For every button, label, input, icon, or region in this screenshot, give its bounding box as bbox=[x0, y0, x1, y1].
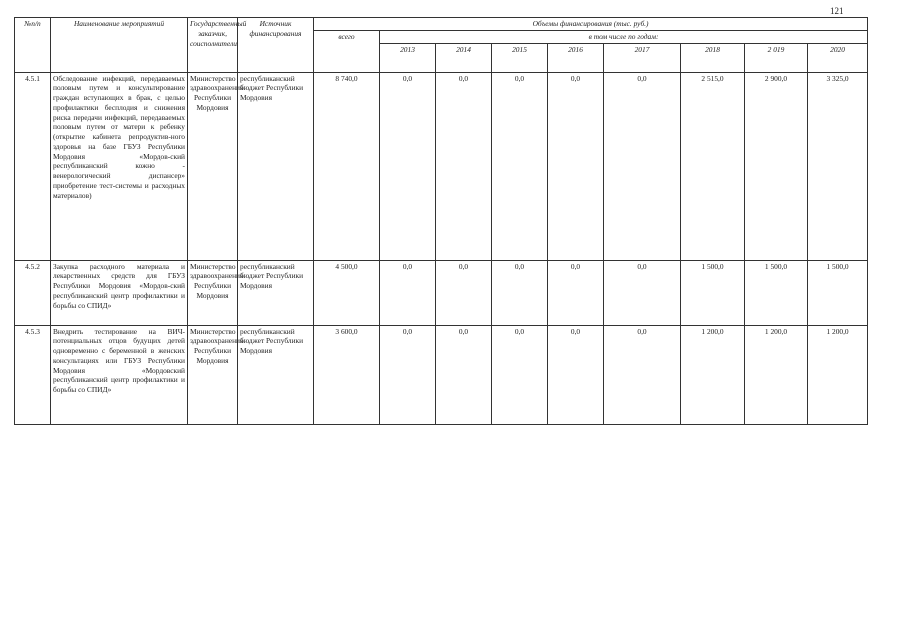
row-name: Закупка расходного материала и лекарственных средств для ГБУЗ Республики Мордовия «Мордов-ский республиканский центр профилактики и борьбы со СПИД» bbox=[51, 260, 188, 325]
row-year-value: 2 900,0 bbox=[745, 72, 808, 260]
row-year-value: 0,0 bbox=[492, 325, 548, 424]
row-year-value: 1 200,0 bbox=[808, 325, 868, 424]
page-number: 121 bbox=[830, 6, 844, 16]
row-total: 4 500,0 bbox=[314, 260, 380, 325]
header-by-year: в том числе по годам: bbox=[380, 30, 868, 43]
row-source: республиканский бюджет Республики Мордовия bbox=[238, 325, 314, 424]
row-year-value: 0,0 bbox=[492, 260, 548, 325]
row-num: 4.5.1 bbox=[15, 72, 51, 260]
row-year-value: 0,0 bbox=[492, 72, 548, 260]
table-row bbox=[15, 325, 868, 424]
row-year-value: 0,0 bbox=[380, 325, 436, 424]
header-row-1 bbox=[15, 18, 868, 31]
row-year-value: 0,0 bbox=[380, 260, 436, 325]
row-name: Обследование инфекций, передаваемых половым путем и консультирование граждан вступающих в брак, с целью профилактики бесплодия и снижения риска передачи инфекций, передаваемых половым путем от матери к ребенку (открытие кабинета репродуктив-ного здоровья на базе ГБУЗ Республики Мордовия «Мордов-ский республиканский кожно - венерологический диспансер» приобретение тест-системы и расходных материалов) bbox=[51, 72, 188, 260]
row-total: 3 600,0 bbox=[314, 325, 380, 424]
row-source: республиканский бюджет Республики Мордовия bbox=[238, 260, 314, 325]
table-row bbox=[15, 260, 868, 325]
row-year-value: 1 500,0 bbox=[808, 260, 868, 325]
row-year-value: 1 500,0 bbox=[745, 260, 808, 325]
row-num: 4.5.3 bbox=[15, 325, 51, 424]
row-year-value: 0,0 bbox=[380, 72, 436, 260]
row-year-value: 0,0 bbox=[548, 325, 604, 424]
row-year-value: 1 200,0 bbox=[681, 325, 745, 424]
header-year: 2 019 bbox=[745, 43, 808, 72]
row-year-value: 1 200,0 bbox=[745, 325, 808, 424]
row-year-value: 0,0 bbox=[548, 260, 604, 325]
header-year: 2017 bbox=[604, 43, 681, 72]
row-year-value: 0,0 bbox=[604, 260, 681, 325]
row-year-value: 0,0 bbox=[436, 325, 492, 424]
row-year-value: 0,0 bbox=[548, 72, 604, 260]
header-year: 2020 bbox=[808, 43, 868, 72]
header-customer: Государственный заказчик, соисполнители bbox=[188, 18, 238, 73]
row-year-value: 1 500,0 bbox=[681, 260, 745, 325]
header-year: 2013 bbox=[380, 43, 436, 72]
row-year-value: 3 325,0 bbox=[808, 72, 868, 260]
row-year-value: 2 515,0 bbox=[681, 72, 745, 260]
header-volume: Объемы финансирования (тыс. руб.) bbox=[314, 18, 868, 31]
header-year: 2016 bbox=[548, 43, 604, 72]
header-total: всего bbox=[314, 30, 380, 72]
header-year: 2018 bbox=[681, 43, 745, 72]
financing-table bbox=[14, 17, 868, 425]
row-customer: Министерство здравоохранения Республики Мордовия bbox=[188, 325, 238, 424]
row-total: 8 740,0 bbox=[314, 72, 380, 260]
header-source: Источник финансирования bbox=[238, 18, 314, 73]
row-year-value: 0,0 bbox=[436, 260, 492, 325]
table-row bbox=[15, 72, 868, 260]
row-year-value: 0,0 bbox=[604, 72, 681, 260]
row-year-value: 0,0 bbox=[604, 325, 681, 424]
row-source: республиканский бюджет Республики Мордовия bbox=[238, 72, 314, 260]
row-customer: Министерство здравоохранения Республики Мордовия bbox=[188, 260, 238, 325]
row-num: 4.5.2 bbox=[15, 260, 51, 325]
header-year: 2014 bbox=[436, 43, 492, 72]
header-num: №п/п bbox=[15, 18, 51, 73]
header-year: 2015 bbox=[492, 43, 548, 72]
row-customer: Министерство здравоохранения Республики Мордовия bbox=[188, 72, 238, 260]
row-name: Внедрить тестирование на ВИЧ-потенциальных отцов будущих детей одновременно с беременной в женских консультациях или ГБУЗ Республики Мордовия «Мордовский республиканский центр профилактики и борьбы со СПИД» bbox=[51, 325, 188, 424]
row-year-value: 0,0 bbox=[436, 72, 492, 260]
header-name: Наименование мероприятий bbox=[51, 18, 188, 73]
